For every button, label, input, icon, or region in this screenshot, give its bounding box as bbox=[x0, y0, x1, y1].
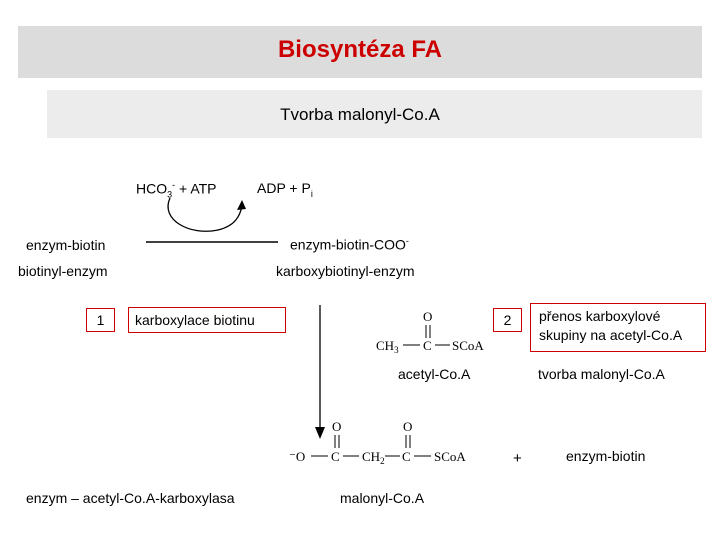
cofactor-out-label: ADP + $P_i$ bbox=[257, 180, 313, 199]
malonyl-coa-structure bbox=[285, 417, 485, 467]
enzyme-name-label: enzym – acetyl-Co.A-karboxylasa bbox=[26, 490, 235, 506]
acetyl-oxygen: O bbox=[423, 309, 433, 324]
curved-arrow bbox=[168, 198, 242, 231]
malonyl-scoa: SCoA bbox=[434, 449, 466, 464]
tvorba-malonyl-label: tvorba malonyl-Co.A bbox=[538, 366, 665, 382]
biotinyl-enzym-label: biotinyl-enzym bbox=[18, 263, 108, 279]
acetyl-coa-structure bbox=[370, 308, 500, 358]
malonyl-oxygen-2: O bbox=[403, 419, 413, 434]
acetyl-ch3: $CH_3$ bbox=[376, 338, 399, 355]
acetyl-carbon: C bbox=[423, 338, 432, 353]
acetyl-scoa: SCoA bbox=[452, 338, 484, 353]
page-subtitle: Tvorba malonyl-Co.A bbox=[280, 105, 440, 124]
enzym-biotin-coo-label: enzym-biotin-COO- bbox=[290, 236, 409, 253]
malonyl-coa-label: malonyl-Co.A bbox=[340, 490, 425, 506]
malonyl-carbon-1: C bbox=[331, 449, 340, 464]
acetyl-coa-label: acetyl-Co.A bbox=[398, 366, 471, 382]
malonyl-ch2: $CH_2$ bbox=[362, 449, 385, 466]
cofactor-in-label: $HCO_3^-$ + ATP bbox=[136, 180, 217, 200]
plus-sign: + bbox=[513, 450, 522, 467]
enzym-biotin-label: enzym-biotin bbox=[26, 237, 106, 253]
reaction-arrow bbox=[140, 190, 290, 250]
step-1-label: karboxylace biotinu bbox=[128, 307, 286, 333]
page-title: Biosyntéza FA bbox=[277, 36, 443, 63]
malonyl-carbon-2: C bbox=[402, 449, 411, 464]
karboxybiotinyl-enzym-label: karboxybiotinyl-enzym bbox=[276, 263, 415, 279]
step-2-badge: 2 bbox=[493, 308, 522, 332]
step-1-badge: 1 bbox=[86, 308, 115, 332]
step-2-label: přenos karboxylové skupiny na acetyl-Co.A bbox=[530, 303, 706, 352]
curved-arrow-head bbox=[237, 200, 246, 210]
enzym-biotin-product-label: enzym-biotin bbox=[566, 448, 646, 464]
malonyl-o-minus: ⁻O bbox=[289, 449, 306, 464]
malonyl-oxygen-1: O bbox=[332, 419, 342, 434]
